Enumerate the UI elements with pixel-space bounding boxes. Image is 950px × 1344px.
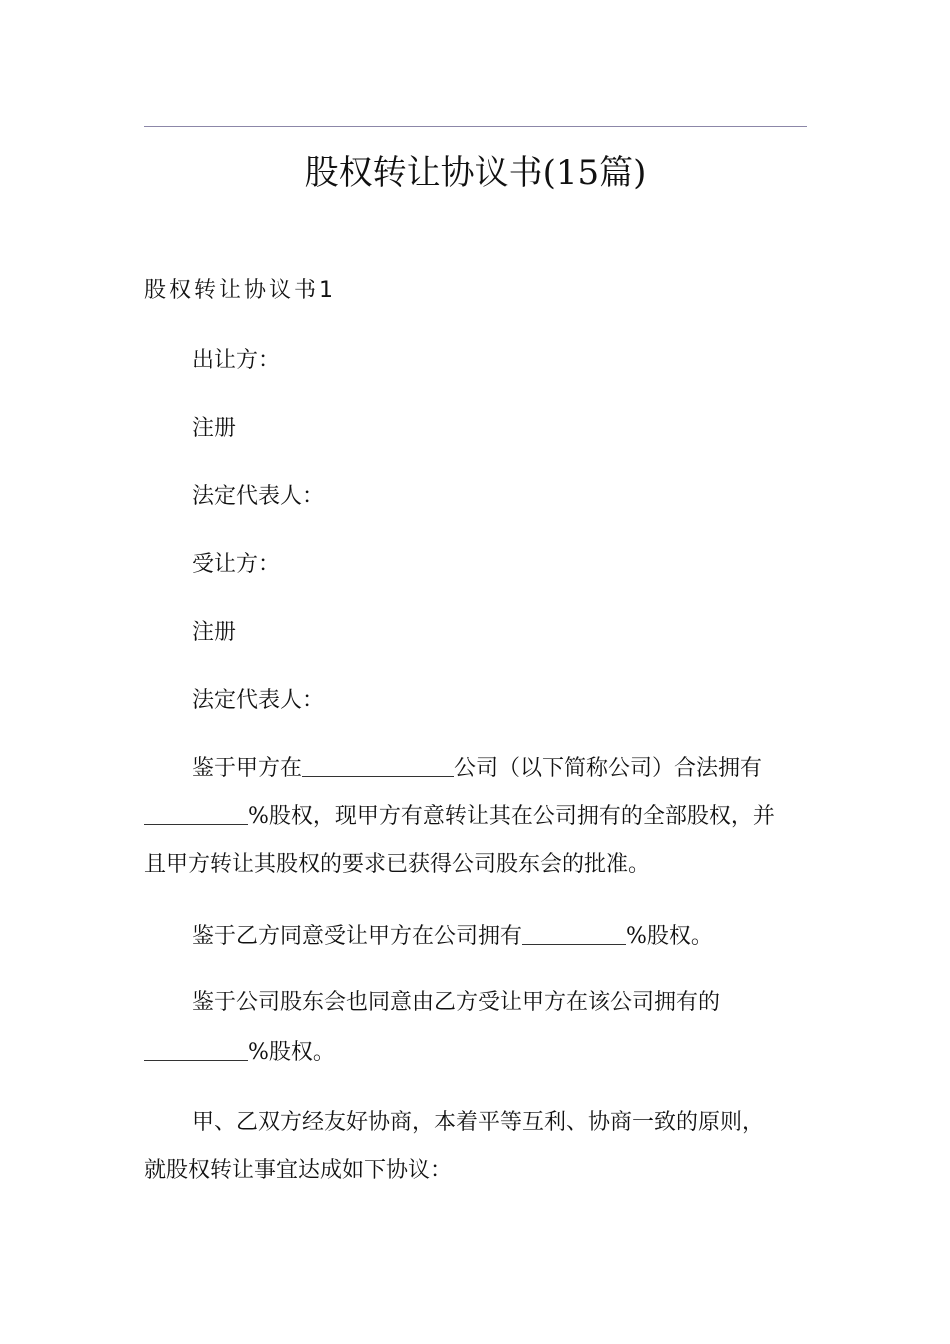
paragraph-4-line-1: 甲、乙双方经友好协商，本着平等互利、协商一致的原则， xyxy=(192,1110,765,1135)
paragraph-1-line-3: 且甲方转让其股权的要求已获得公司股东会的批准。 xyxy=(144,852,651,877)
share-percent-blank-1[interactable] xyxy=(144,802,248,825)
header-rule xyxy=(144,126,807,127)
paragraph-1-line-2 xyxy=(144,802,775,832)
company-name-blank[interactable] xyxy=(302,754,454,777)
transferee-legal-rep-label: 法定代表人： xyxy=(192,688,325,713)
paragraph-1-text-c: %股权，现甲方有意转让其在公司拥有的全部股权，并 xyxy=(248,804,775,829)
paragraph-2-text-b: %股权。 xyxy=(626,924,713,949)
share-percent-blank-2[interactable] xyxy=(522,922,626,945)
paragraph-1-line-1 xyxy=(192,754,762,784)
paragraph-3-line-2 xyxy=(144,1038,335,1068)
transferor-label: 出让方： xyxy=(192,348,281,373)
document-title: 股权转让协议书(15篇) xyxy=(304,153,647,193)
paragraph-1-text-b: 公司（以下简称公司）合法拥有 xyxy=(454,756,763,781)
paragraph-1-text-a: 鉴于甲方在 xyxy=(192,756,303,781)
paragraph-3-line-1: 鉴于公司股东会也同意由乙方受让甲方在该公司拥有的 xyxy=(192,990,721,1015)
transferor-legal-rep-label: 法定代表人： xyxy=(192,484,325,509)
transferee-label: 受让方： xyxy=(192,552,281,577)
share-percent-blank-3[interactable] xyxy=(144,1038,248,1061)
paragraph-3-text-b: %股权。 xyxy=(248,1040,335,1065)
section-heading: 股权转让协议书1 xyxy=(144,278,336,303)
paragraph-4-line-2: 就股权转让事宜达成如下协议： xyxy=(144,1158,453,1183)
paragraph-2-line-1 xyxy=(192,922,713,952)
paragraph-2-text-a: 鉴于乙方同意受让甲方在公司拥有 xyxy=(192,924,523,949)
transferor-registered-label: 注册 xyxy=(192,416,237,441)
transferee-registered-label: 注册 xyxy=(192,620,237,645)
